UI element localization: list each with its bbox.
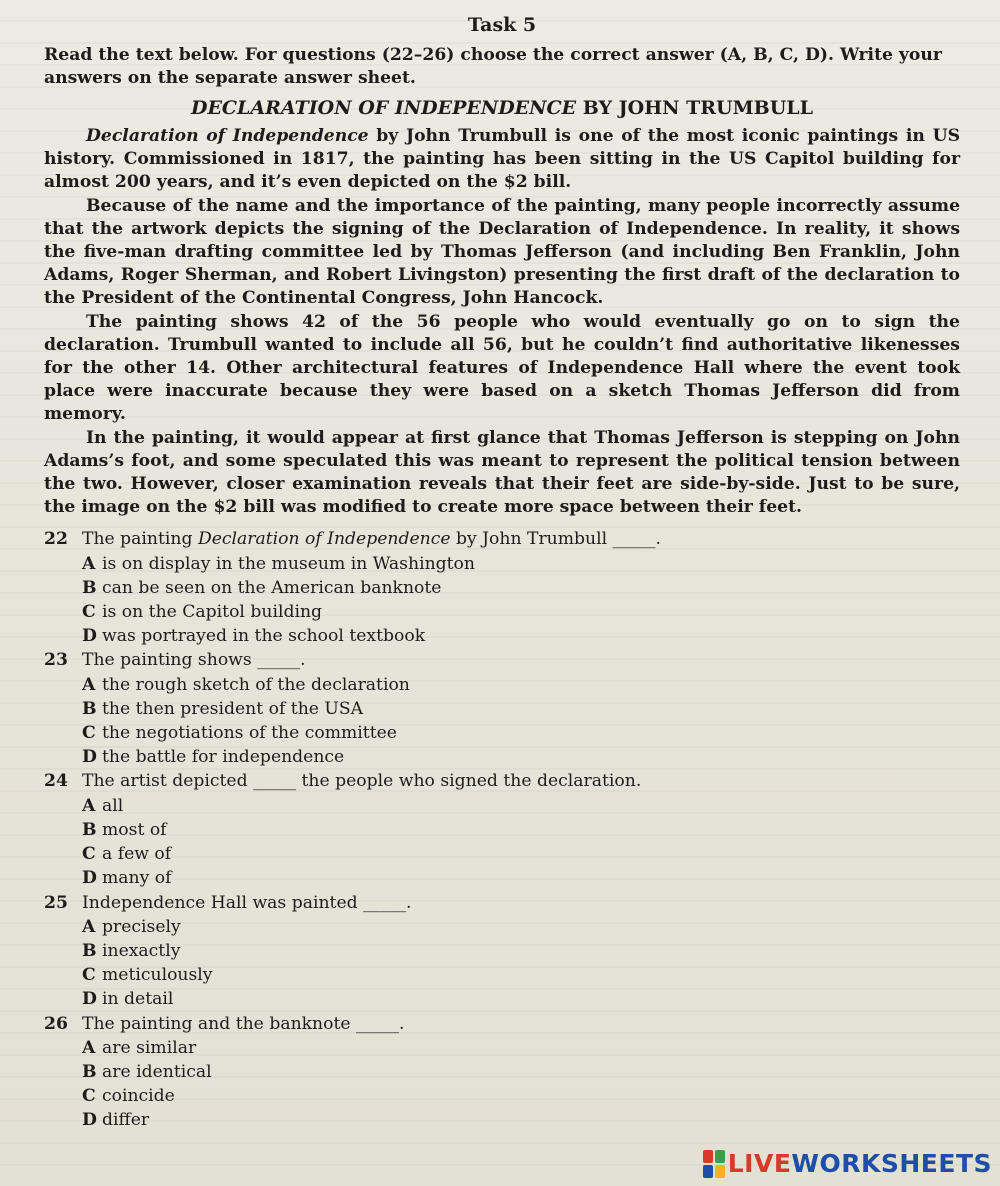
answer-option-23-b[interactable] [44,697,960,721]
option-text: was portrayed in the school textbook [102,626,426,647]
option-text: meticulously [102,965,213,986]
answer-option-22-a[interactable] [44,552,960,576]
option-letter: B [82,819,97,840]
instructions: Read the text below. For questions (22–26) choose the correct answer (A, B, C, D). Write your answers on the separate answer sheet. [44,45,942,88]
logo-text-worksheets: WORKSHEETS [791,1149,992,1178]
liveworksheets-logo-icon [703,1150,725,1178]
option-text: is on the Capitol building [102,602,323,623]
option-text: many of [102,868,172,889]
option-letter: D [82,989,97,1010]
option-text: precisely [102,916,181,937]
option-letter: B [82,1061,97,1082]
answer-option-25-a[interactable] [44,915,960,939]
option-text: differ [102,1110,150,1131]
question-stem [82,891,412,915]
paragraph-2: Because of the name and the importance of the painting, many people incorrectly assume that the artwork depicts the signing of the Declaration of Independence. In reality, it shows the five-man drafting committee led by Thomas Jefferson (and including Ben Franklin, John Adams, Roger Sherman, and Robert Livingston) presenting the first draft of the declaration to the President of the Continental Congress, John Hancock. [44,195,960,309]
heading-rest: BY JOHN TRUMBULL [576,97,814,119]
option-letter: B [82,940,97,961]
option-text: coincide [102,1086,175,1107]
option-text: is on display in the museum in Washington [102,553,475,574]
question-stem [82,1012,404,1036]
question-number: 22 [44,529,68,550]
question-22 [44,527,960,551]
answer-option-22-c[interactable] [44,600,960,624]
task-title: Task 5 [467,14,537,36]
option-letter: A [82,1037,96,1058]
paragraph-4: In the painting, it would appear at first glance that Thomas Jefferson is stepping on John Adams’s foot, and some speculated this was meant to represent the political tension between the two. However, closer examination reveals that their feet are side-by-side. Just to be sure, the image on the $2 bill was modified to create more space between their feet. [44,427,960,518]
question-26 [44,1012,960,1036]
option-letter: C [82,1086,96,1107]
option-text: can be seen on the American banknote [102,577,442,598]
option-letter: A [82,795,96,816]
question-stem [82,648,306,672]
question-stem-text: The painting [82,529,198,550]
answer-option-26-a[interactable] [44,1036,960,1060]
question-stem-italic: Declaration of Independence [197,529,451,550]
answer-option-24-c[interactable] [44,842,960,866]
option-letter: A [82,916,96,937]
question-stem [82,527,661,551]
option-text: are identical [102,1061,212,1082]
option-letter: B [82,577,97,598]
question-24 [44,769,960,793]
question-number: 24 [44,771,68,792]
option-letter: C [82,965,96,986]
option-letter: C [82,602,96,623]
option-letter: C [82,844,96,865]
option-text: inexactly [102,940,181,961]
answer-option-26-c[interactable] [44,1084,960,1108]
questions-list [44,527,960,1132]
question-stem-text: The painting and the banknote _____. [82,1013,405,1034]
question-23 [44,648,960,672]
answer-option-22-b[interactable] [44,576,960,600]
option-text: in detail [102,989,174,1010]
answer-option-26-d[interactable] [44,1108,960,1132]
logo-text-live: LIVE [727,1149,792,1178]
answer-option-23-a[interactable] [44,673,960,697]
option-text: a few of [102,844,172,865]
option-letter: D [82,1110,97,1131]
article-heading [44,96,960,121]
option-text: the then president of the USA [102,698,364,719]
liveworksheets-logo[interactable] [703,1149,992,1178]
option-text: the negotiations of the committee [102,723,397,744]
worksheet-content [44,12,960,1133]
option-letter: A [82,553,96,574]
paragraph-3: The painting shows 42 of the 56 people who would eventually go on to sign the declaration. Trumbull wanted to include all 56, but he couldn’t find authoritative likenesses for the other 14. Other architectural features of Independence Hall where the event took place were inaccurate because they were based on a sketch Thomas Jefferson did from memory. [44,311,960,425]
option-text: the battle for independence [102,747,345,768]
question-number: 25 [44,892,68,913]
paragraph-1 [44,125,960,195]
question-number: 23 [44,650,68,671]
question-number: 26 [44,1013,68,1034]
option-letter: B [82,698,97,719]
answer-option-22-d[interactable] [44,624,960,648]
answer-option-25-c[interactable] [44,963,960,987]
option-text: most of [102,819,167,840]
option-text: the rough sketch of the declaration [102,674,410,695]
question-stem-text: The artist depicted _____ the people who signed the declaration. [82,771,642,792]
answer-option-23-d[interactable] [44,745,960,769]
question-stem [82,769,641,793]
option-letter: D [82,868,97,889]
option-text: all [102,795,124,816]
answer-option-23-c[interactable] [44,721,960,745]
answer-option-24-a[interactable] [44,794,960,818]
question-25 [44,891,960,915]
question-stem-text: The painting shows _____. [82,650,306,671]
answer-option-25-d[interactable] [44,987,960,1011]
option-letter: C [82,723,96,744]
answer-option-25-b[interactable] [44,939,960,963]
answer-option-26-b[interactable] [44,1060,960,1084]
heading-italic: DECLARATION OF INDEPENDENCE [190,97,577,119]
question-stem-end: by John Trumbull _____. [450,529,661,550]
paragraph-1-italic: Declaration of Independence [86,126,369,146]
option-letter: A [82,674,96,695]
answer-option-24-b[interactable] [44,818,960,842]
answer-option-24-d[interactable] [44,866,960,890]
option-letter: D [82,747,97,768]
option-letter: D [82,626,97,647]
paragraph-1-text: by John Trumbull is one of the most iconic paintings in US history. Commissioned in 1817, the painting has been sitting in the US Capitol building for almost 200 years, and it’s even depicted on the $2 bill. [44,126,960,193]
question-stem-text: Independence Hall was painted _____. [82,892,412,913]
option-text: are similar [102,1037,197,1058]
